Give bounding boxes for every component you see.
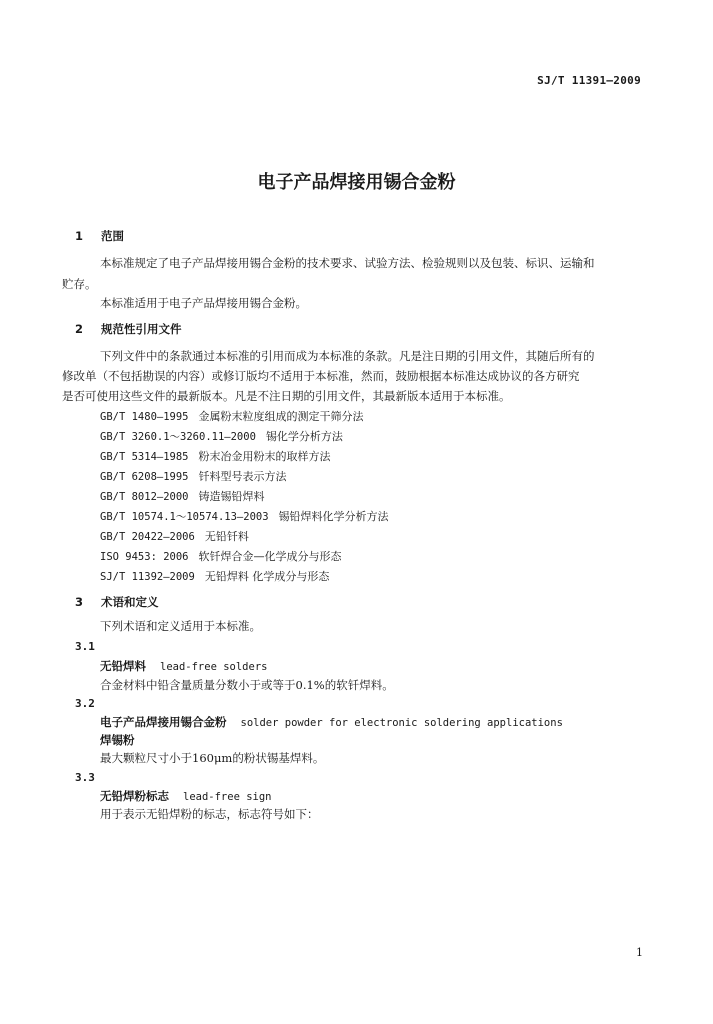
reference-title: 软钎焊合金—化学成分与形态 xyxy=(198,550,342,563)
reference-item xyxy=(100,468,287,484)
reference-code: GB/T 20422—2006 xyxy=(100,531,195,543)
term-chinese: 电子产品焊接用锡合金粉 xyxy=(100,715,227,729)
term-chinese: 无铅焊粉标志 xyxy=(100,789,169,803)
reference-code: GB/T 1480—1995 xyxy=(100,411,189,423)
term-number: 3.3 xyxy=(75,771,95,784)
reference-item xyxy=(100,528,249,544)
term-number: 3.1 xyxy=(75,640,95,653)
reference-code: SJ/T 11392—2009 xyxy=(100,571,195,583)
reference-code: GB/T 8012—2000 xyxy=(100,491,189,503)
scope-paragraph-line: 本标准规定了电子产品焊接用锡合金粉的技术要求、试验方法、检验规则以及包装、标识、运输和 xyxy=(100,256,595,270)
term-english: lead-free sign xyxy=(183,791,272,803)
term-definition: 最大颗粒尺寸小于160μm的粉状锡基焊料。 xyxy=(100,751,325,765)
term-heading xyxy=(100,714,563,730)
reference-title: 锡化学分析方法 xyxy=(265,430,343,443)
section-title: 范围 xyxy=(101,229,125,243)
reference-code: GB/T 5314—1985 xyxy=(100,451,189,463)
term-definition: 用于表示无铅焊粉的标志，标志符号如下： xyxy=(100,807,319,821)
term-synonym xyxy=(100,732,135,748)
section-heading-scope xyxy=(75,228,124,244)
reference-title: 金属粉末粒度组成的测定干筛分法 xyxy=(198,410,364,423)
reference-title: 铸造锡铅焊料 xyxy=(198,490,265,503)
reference-code: ISO 9453: 2006 xyxy=(100,551,189,563)
page-number: 1 xyxy=(636,946,643,959)
section-heading-terms-and-definitions xyxy=(75,594,159,610)
reference-code: GB/T 3260.1～3260.11—2000 xyxy=(100,431,256,443)
term-number: 3.2 xyxy=(75,697,95,710)
standard-code: SJ/T 11391—2009 xyxy=(537,74,641,87)
reference-title: 粉末冶金用粉末的取样方法 xyxy=(198,450,331,463)
section-title: 术语和定义 xyxy=(101,595,159,609)
term-english: lead-free solders xyxy=(160,661,268,673)
reference-item xyxy=(100,508,389,524)
term-chinese: 无铅焊料 xyxy=(100,659,146,673)
reference-title: 钎料型号表示方法 xyxy=(198,470,287,483)
reference-item xyxy=(100,428,343,444)
reference-item xyxy=(100,408,364,424)
document-title: 电子产品焊接用锡合金粉 xyxy=(257,172,456,193)
section-title: 规范性引用文件 xyxy=(101,322,182,336)
terms-intro: 下列术语和定义适用于本标准。 xyxy=(100,619,261,633)
term-heading xyxy=(100,658,267,674)
term-synonym-text: 焊锡粉 xyxy=(100,733,135,747)
reference-title: 无铅焊料 化学成分与形态 xyxy=(204,570,330,583)
scope-paragraph: 本标准适用于电子产品焊接用锡合金粉。 xyxy=(100,296,307,310)
section-number: 3 xyxy=(75,595,84,609)
reference-code: GB/T 6208—1995 xyxy=(100,471,189,483)
normative-intro-line: 是否可使用这些文件的最新版本。凡是不注日期的引用文件，其最新版本适用于本标准。 xyxy=(62,389,511,403)
section-number: 2 xyxy=(75,322,84,336)
normative-intro-line: 下列文件中的条款通过本标准的引用而成为本标准的条款。凡是注日期的引用文件，其随后所有的 xyxy=(100,349,595,363)
section-heading-normative-references xyxy=(75,321,182,337)
reference-item xyxy=(100,488,265,504)
reference-code: GB/T 10574.1～10574.13—2003 xyxy=(100,511,269,523)
term-definition: 合金材料中铅含量质量分数小于或等于0.1%的软钎焊料。 xyxy=(100,678,394,692)
normative-intro-line: 修改单（不包括勘误的内容）或修订版均不适用于本标准，然而，鼓励根据本标准达成协议的各方研究 xyxy=(62,369,580,383)
reference-title: 无铅钎料 xyxy=(204,530,249,543)
term-heading xyxy=(100,788,272,804)
reference-item xyxy=(100,548,342,564)
section-number: 1 xyxy=(75,229,84,243)
term-english: solder powder for electronic soldering applications xyxy=(240,717,563,729)
reference-title: 锡铅焊料化学分析方法 xyxy=(278,510,389,523)
reference-item xyxy=(100,568,329,584)
scope-paragraph-line: 贮存。 xyxy=(62,277,97,291)
reference-item xyxy=(100,448,331,464)
